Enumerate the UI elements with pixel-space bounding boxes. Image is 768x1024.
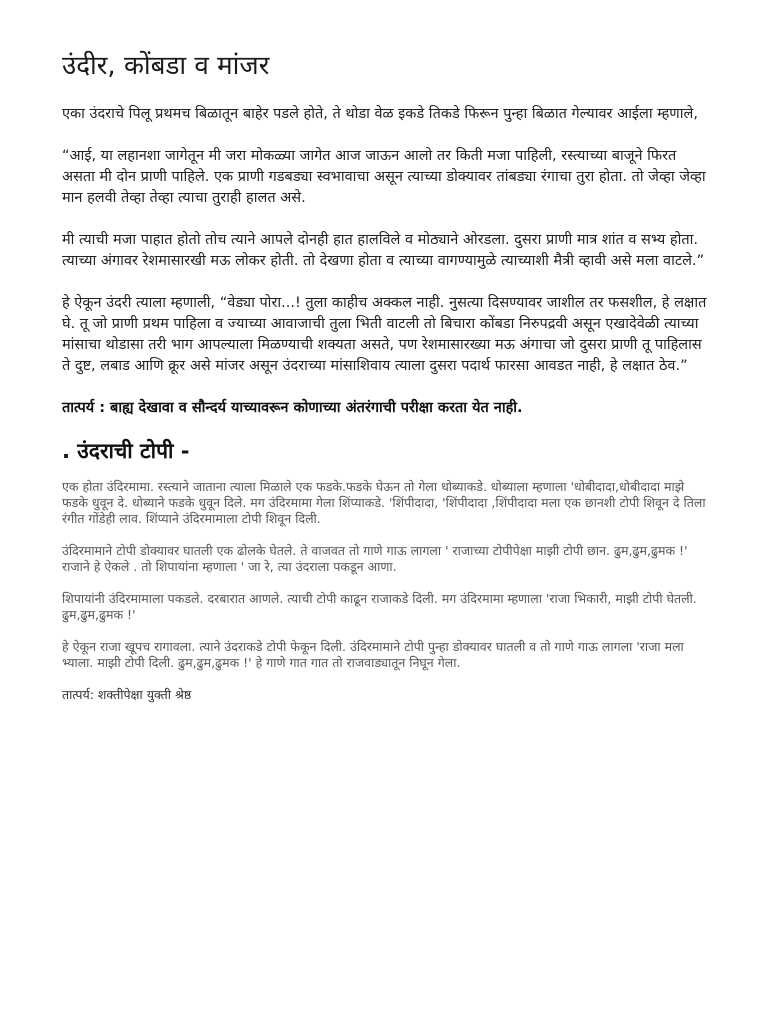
story2-title: . उंदराची टोपी - — [62, 439, 190, 463]
story2-paragraph-2: उंदिरमामाने टोपी डोक्यावर घातली एक ढोलके घेतले. ते वाजवत तो गाणे गाऊ लागला ' राजाच्या टोपीपेक्षा माझी टोपी छान. ढुम,ढुम,ढुमक !' राजाने हे ऐकले . तो शिपायांना म्हणाला ' जा रे, त्या उंदराला पकडून आणा. — [62, 543, 688, 574]
story2-paragraph-1: एक होता उंदिरमामा. रस्त्याने जाताना त्याला मिळाले एक फडके.फडके घेऊन तो गेला धोब्याकडे. धोब्याला म्हणाला 'धोबीदादा,धोबीदादा माझे फडके धुवून दे. धोब्याने फडके धुवून दिले. मग उंदिरमामा गेला शिंप्याकडे. 'शिंपीदादा, 'शिंपीदादा ,शिंपीदादा मला एक छानशी टोपी शिवून दे तिला रंगीत गोंडेही लाव. शिंप्याने उंदिरमामाला टोपी शिवून दिली. — [62, 479, 706, 526]
story1-paragraph-2: “आई, या लहानशा जागेतून मी जरा मोकळ्या जागेत आज जाऊन आलो तर किती मजा पाहिली, रस्त्याच्या बाजूने फिरत असता मी दोन प्राणी पाहिले. एक प्राणी गडबड्या स्वभावाचा असून त्याच्या डोक्यावर तांबड्या रंगाचा तुरा होता. तो जेव्हा जेव्हा मान हलवी तेव्हा तेव्हा त्याचा तुराही हालत असे. — [62, 148, 706, 206]
story1-moral: तात्पर्य : बाह्य देखावा व सौन्दर्य याच्यावरून कोणाच्या अंतरंगाची परीक्षा करता येत नाही. — [62, 400, 523, 416]
story1-title: उंदीर, कोंबडा व मांजर — [62, 51, 270, 81]
story1-paragraph-3: मी त्याची मजा पाहात होतो तोच त्याने आपले दोनही हात हालविले व मोठ्याने ओरडला. दुसरा प्राणी मात्र शांत व सभ्य होता. त्याच्या अंगावर रेशमासारखी मऊ लोकर होती. तो देखणा होता व त्याच्या वागण्यामुळे त्याच्याशी मैत्री व्हावी असे मला वाटले.” — [62, 232, 705, 269]
story2-paragraph-4: हे ऐकून राजा खूपच रागावला. त्याने उंदराकडे टोपी फेकून दिली. उंदिरमामाने टोपी पुन्हा डोक्यावर घातली व तो गाणे गाऊ लागला 'राजा मला भ्याला. माझी टोपी दिली. ढुम,ढुम,ढुमक !' हे गाणे गात गात तो राजवाड्यातून निघून गेला. — [62, 639, 684, 670]
story1-paragraph-1: एका उंदराचे पिलू प्रथमच बिळातून बाहेर पडले होते, ते थोडा वेळ इकडे तिकडे फिरून पुन्हा बिळात गेल्यावर आईला म्हणाले, — [62, 106, 698, 122]
document-page — [62, 50, 708, 703]
story1-paragraph-4: हे ऐकून उंदरी त्याला म्हणाली, “वेड्या पोरा...! तुला काहीच अक्कल नाही. नुसत्या दिसण्यावर जाशील तर फसशील, हे लक्षात घे. तू जो प्राणी प्रथम पाहिला व ज्याच्या आवाजाची तुला भिती वाटली तो बिचारा कोंबडा निरुपद्रवी असून एखादेवेळी त्याच्या मांसाचा थोडासा तरी भाग आपल्याला मिळण्याची शक्यता असते, पण रेशमासारख्या मऊ अंगाचा जो दुसरा प्राणी तू पाहिलास ते दुष्ट, लबाड आणि क्रूर असे मांजर असून उंदराच्या मांसाशिवाय त्याला दुसरा पदार्थ फारसा आवडत नाही, हे लक्षात ठेव.” — [62, 295, 707, 374]
story2-moral: तात्पर्य: शक्तीपेक्षा युक्ती श्रेष्ठ — [62, 687, 192, 702]
story2-paragraph-3: शिपायांनी उंदिरमामाला पकडले. दरबारात आणले. त्याची टोपी काढून राजाकडे दिली. मग उंदिरमामा म्हणाला 'राजा भिकारी, माझी टोपी घेतली. ढुम,ढुम,ढुमक !' — [62, 591, 697, 622]
